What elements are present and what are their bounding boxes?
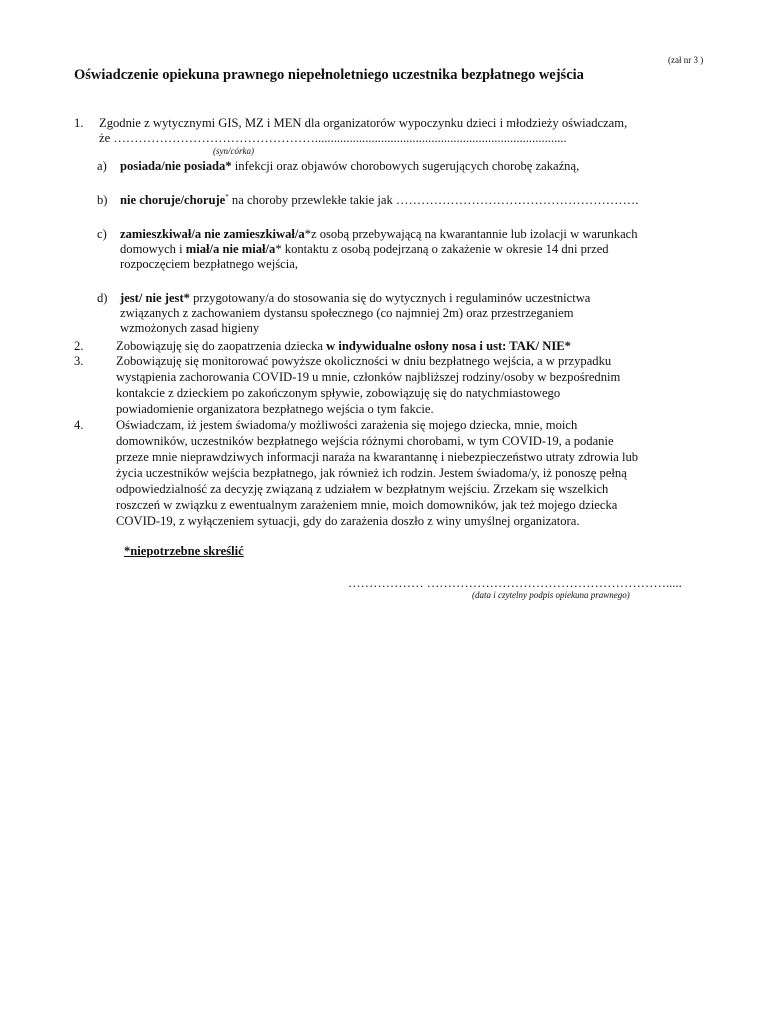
item-c-line-1 — [120, 227, 638, 242]
item-b-sup: * — [225, 193, 229, 201]
point-3-line: powiadomienie organizatora bezpłatnego wejścia o tym fakcie. — [116, 402, 434, 416]
signature-dots: ……………… …………………………………………………..... — [348, 576, 682, 590]
item-d-rest: przygotowany/a do stosowania się do wytycznych i regulaminów uczestnictwa — [189, 291, 591, 305]
item-c-bold-2: miał/a nie miał/a — [185, 242, 276, 256]
item-b-label: b) — [97, 193, 108, 207]
son-daughter-caption: (syn/córka) — [213, 146, 254, 156]
point-2-bold: w indywidualne osłony nosa i ust: TAK/ NIE* — [326, 339, 571, 353]
item-c-pre-2: domowych i — [120, 242, 186, 256]
page-title: Oświadczenie opiekuna prawnego niepełnoletniego uczestnika bezpłatnego wejścia — [74, 67, 584, 83]
footnote-strike-note: *niepotrzebne skreślić — [124, 544, 244, 558]
item-d-line-1 — [120, 291, 590, 306]
point-4-line: przeze mnie nieprawdziwych informacji naraża na kwarantannę i niebezpieczeństwo utraty zdrowia lub — [116, 450, 639, 464]
item-a-text — [120, 159, 579, 174]
point-4-number: 4. — [74, 418, 84, 432]
point-2-plain: Zobowiązuję się do zaopatrzenia dziecka — [116, 339, 327, 353]
point-3-line: wystąpienia zachorowania COVID-19 u mnie, członków najbliższej rodziny/osoby w bezpośrednim — [116, 370, 621, 384]
item-d-label: d) — [97, 291, 108, 305]
point-1-line-2: że …………………………………………................................................................................ — [99, 131, 567, 145]
point-2-number: 2. — [74, 339, 84, 353]
point-4-line: Oświadczam, iż jestem świadoma/y możliwości zarażenia się mojego dziecka, mnie, moich — [116, 418, 578, 432]
item-c-line-2 — [120, 242, 609, 257]
point-4-line: domowników, uczestników bezpłatnego wejścia różnymi chorobami, w tym COVID-19, a podanie — [116, 434, 614, 448]
point-4-line: odpowiedzialność za decyzję związaną z udziałem w bezpłatnym wejściu. Zrzekam się wszelkich — [116, 482, 609, 496]
point-2-text — [116, 339, 571, 354]
item-c-bold-1: zamieszkiwał/a nie zamieszkiwał/a — [120, 227, 305, 241]
item-a-rest: infekcji oraz objawów chorobowych sugerujących chorobę zakaźną, — [231, 159, 580, 173]
point-1-line-1: Zgodnie z wytycznymi GIS, MZ i MEN dla organizatorów wypoczynku dzieci i młodzieży oświadczam, — [99, 116, 628, 130]
point-4-line: życia uczestników wejścia bezpłatnego, jak również ich rodzin. Jestem świadoma/y, iż ponoszę pełną — [116, 466, 627, 480]
item-b-bold: nie choruje/choruje — [120, 193, 226, 208]
item-b-rest: na choroby przewlekłe takie jak …………………………………………………. — [228, 193, 639, 208]
item-a-label: a) — [97, 159, 107, 173]
point-3-line: Zobowiązuję się monitorować powyższe okoliczności w dniu bezpłatnego wejścia, a w przypadku — [116, 354, 612, 368]
item-b-text — [120, 193, 638, 208]
item-c-rest-1: *z osobą przebywającą na kwarantannie lub izolacji w warunkach — [304, 227, 638, 241]
point-3-number: 3. — [74, 354, 84, 368]
item-c-line-3: rozpoczęciem bezpłatnego wejścia, — [120, 257, 298, 271]
point-4-line: COVID-19, z wyłączeniem sytuacji, gdy do zarażenia doszło z winy umyślnej organizatora. — [116, 514, 580, 528]
point-4-line: roszczeń w związku z ewentualnym zarażeniem mnie, moich domowników, jak też mojego dziecka — [116, 498, 618, 512]
point-1-number: 1. — [74, 116, 84, 130]
item-d-line-3: wzmożonych zasad higieny — [120, 321, 260, 335]
signature-caption: (data i czytelny podpis opiekuna prawnego) — [472, 590, 630, 600]
item-d-line-2: związanych z zachowaniem dystansu społecznego (co najmniej 2m) oraz przestrzeganiem — [120, 306, 574, 320]
point-3-line: kontakcie z dzieckiem po zakończonym spływie, zobowiązuję się do natychmiastowego — [116, 386, 561, 400]
item-d-bold: jest/ nie jest* — [120, 291, 190, 305]
attachment-label: (zał nr 3 ) — [668, 55, 704, 65]
item-c-rest-2: * kontaktu z osobą podejrzaną o zakażenie w okresie 14 dni przed — [275, 242, 609, 256]
item-c-label: c) — [97, 227, 107, 241]
item-a-bold: posiada/nie posiada* — [120, 159, 232, 173]
